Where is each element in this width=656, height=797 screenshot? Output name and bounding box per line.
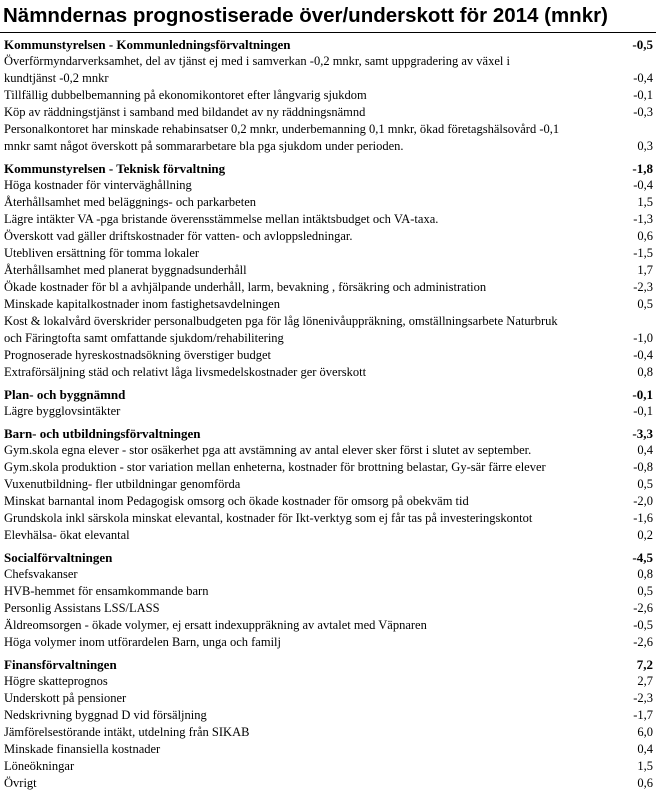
line-item-label: Gym.skola egna elever - stor osäkerhet pga att avstämning av antal elever sker först i slutet av september.: [4, 443, 532, 457]
line-item-value: -1,6: [633, 511, 653, 525]
section-total: -1,8: [632, 161, 653, 176]
line-item-value: -2,6: [633, 601, 653, 615]
line-item-label: Chefsvakanser: [4, 567, 78, 581]
line-item-label: Underskott på pensioner: [4, 691, 127, 705]
section: [0, 160, 656, 381]
line-item-label: Jämförelsestörande intäkt, utdelning från SIKAB: [4, 725, 250, 739]
line-item-value: 0,5: [637, 297, 653, 311]
line-item-label: Vuxenutbildning- fler utbildningar genomförda: [4, 477, 241, 491]
line-item-value: 1,5: [637, 759, 653, 773]
line-item-row: [0, 87, 656, 104]
section-name: Plan- och byggnämnd: [4, 387, 126, 402]
report-table: [0, 36, 656, 797]
section-total: -0,1: [632, 387, 653, 402]
line-item-row: [0, 600, 656, 617]
line-item-label: Överskott vad gäller driftskostnader för vatten- och avloppsledningar.: [4, 229, 353, 243]
page-title: Nämndernas prognostiserade över/underskott för 2014 (mnkr): [3, 4, 608, 27]
line-item-row: [0, 313, 656, 347]
line-item-value: -0,4: [633, 71, 653, 85]
line-item-row: [0, 527, 656, 544]
line-item-label: Återhållsamhet med beläggnings- och parkarbeten: [4, 195, 256, 209]
section-header-row: [0, 160, 656, 177]
line-item-value: -0,8: [633, 460, 653, 474]
line-item-value: 0,8: [637, 365, 653, 379]
line-item-label: Gym.skola produktion - stor variation mellan enheterna, kostnader för brottning belastar, Gy-sär färre elever: [4, 460, 546, 474]
line-item-label: Kost & lokalvård överskrider personalbudgeten pga för låg lönenivåuppräkning, omställningsarbete Naturbruk och Färingtofta samt omfattande sjukdom/rehabilitering: [4, 314, 558, 345]
line-item-label: Överförmyndarverksamhet, del av tjänst ej med i samverkan -0,2 mnkr, samt uppgradering av växel i kundtjänst -0,2 mnkr: [4, 54, 510, 85]
line-item-row: [0, 493, 656, 510]
line-item-value: 2,7: [637, 674, 653, 688]
line-item-value: -0,4: [633, 178, 653, 192]
section: [0, 386, 656, 420]
line-item-label: Prognoserade hyreskostnadsökning överstiger budget: [4, 348, 271, 362]
line-item-label: Extraförsäljning städ och relativt låga livsmedelskostnader ger överskott: [4, 365, 367, 379]
line-item-value: 6,0: [637, 725, 653, 739]
line-item-label: Elevhälsa- ökat elevantal: [4, 528, 130, 542]
line-item-row: [0, 403, 656, 420]
line-item-value: 0,6: [637, 229, 653, 243]
line-item-value: -1,5: [633, 246, 653, 260]
line-item-value: -0,1: [633, 404, 653, 418]
line-item-row: [0, 617, 656, 634]
line-item-value: -0,3: [633, 105, 653, 119]
section-header-row: [0, 36, 656, 53]
line-item-label: Minskade finansiella kostnader: [4, 742, 161, 756]
line-item-row: [0, 707, 656, 724]
line-item-row: [0, 53, 656, 87]
section-name: Barn- och utbildningsförvaltningen: [4, 426, 201, 441]
line-item-value: 1,7: [637, 263, 653, 277]
line-item-label: Utebliven ersättning för tomma lokaler: [4, 246, 200, 260]
section-header-row: [0, 656, 656, 673]
line-item-label: Ökade kostnader för bl a avhjälpande underhåll, larm, bevakning , försäkring och administration: [4, 280, 487, 294]
line-item-value: -0,1: [633, 88, 653, 102]
line-item-value: 1,5: [637, 195, 653, 209]
line-item-value: -1,3: [633, 212, 653, 226]
line-item-label: Återhållsamhet med planerat byggnadsunderhåll: [4, 263, 247, 277]
line-item-label: Minskat barnantal inom Pedagogisk omsorg och ökade kostnader för omsorg på obekväm tid: [4, 494, 469, 508]
title-divider: [0, 32, 656, 33]
section: [0, 425, 656, 544]
section: [0, 36, 656, 155]
line-item-label: Äldreomsorgen - ökade volymer, ej ersatt indexuppräkning av avtalet med Väpnaren: [4, 618, 427, 632]
line-item-row: [0, 177, 656, 194]
line-item-label: Minskade kapitalkostnader inom fastighetsavdelningen: [4, 297, 280, 311]
line-item-value: -2,3: [633, 280, 653, 294]
line-item-value: 0,2: [637, 528, 653, 542]
section-header-row: [0, 549, 656, 566]
line-item-row: [0, 262, 656, 279]
line-item-value: -1,7: [633, 708, 653, 722]
line-item-value: 0,6: [637, 776, 653, 790]
line-item-label: Löneökningar: [4, 759, 75, 773]
line-item-row: [0, 121, 656, 155]
line-item-label: Höga volymer inom utförardelen Barn, unga och familj: [4, 635, 282, 649]
section-total: -0,5: [632, 37, 653, 52]
section-header-row: [0, 425, 656, 442]
line-item-value: 0,5: [637, 477, 653, 491]
line-item-label: Nedskrivning byggnad D vid försäljning: [4, 708, 207, 722]
line-item-row: [0, 775, 656, 792]
line-item-row: [0, 673, 656, 690]
line-item-label: Höga kostnader för vinterväghållning: [4, 178, 192, 192]
line-item-row: [0, 741, 656, 758]
line-item-row: [0, 347, 656, 364]
line-item-row: [0, 566, 656, 583]
section-total: -4,5: [632, 550, 653, 565]
line-item-label: Tillfällig dubbelbemanning på ekonomikontoret efter långvarig sjukdom: [4, 88, 367, 102]
section-name: Socialförvaltningen: [4, 550, 113, 565]
section: [0, 549, 656, 651]
line-item-value: 0,5: [637, 584, 653, 598]
line-item-value: 0,4: [637, 742, 653, 756]
line-item-row: [0, 690, 656, 707]
line-item-label: Övrigt: [4, 776, 37, 790]
line-item-row: [0, 442, 656, 459]
line-item-row: [0, 476, 656, 493]
section-header-row: [0, 386, 656, 403]
line-item-row: [0, 583, 656, 600]
line-item-row: [0, 211, 656, 228]
line-item-label: Personalkontoret har minskade rehabinsatser 0,2 mnkr, underbemanning 0,1 mnkr, ökad företagshälsovård -0,1 mnkr samt något överskott på sommararbetare bla pga sjukdom under perioden.: [4, 122, 560, 153]
line-item-row: [0, 104, 656, 121]
section-total: -3,3: [632, 426, 653, 441]
line-item-value: -2,0: [633, 494, 653, 508]
line-item-value: -1,0: [633, 331, 653, 345]
line-item-row: [0, 245, 656, 262]
section: [0, 656, 656, 792]
line-item-row: [0, 194, 656, 211]
line-item-label: Köp av räddningstjänst i samband med bildandet av ny räddningsnämnd: [4, 105, 366, 119]
line-item-row: [0, 510, 656, 527]
line-item-value: 0,8: [637, 567, 653, 581]
line-item-label: Högre skatteprognos: [4, 674, 108, 688]
line-item-row: [0, 279, 656, 296]
line-item-row: [0, 634, 656, 651]
line-item-value: 0,3: [637, 139, 653, 153]
section-name: Finansförvaltningen: [4, 657, 117, 672]
line-item-row: [0, 364, 656, 381]
line-item-value: -2,3: [633, 691, 653, 705]
section-name: Kommunstyrelsen - Teknisk förvaltning: [4, 161, 226, 176]
line-item-row: [0, 228, 656, 245]
section-total: 7,2: [636, 657, 653, 672]
line-item-row: [0, 758, 656, 775]
line-item-row: [0, 296, 656, 313]
line-item-row: [0, 459, 656, 476]
section-name: Kommunstyrelsen - Kommunledningsförvaltningen: [4, 37, 291, 52]
line-item-row: [0, 724, 656, 741]
line-item-value: -0,4: [633, 348, 653, 362]
line-item-value: -0,5: [633, 618, 653, 632]
line-item-label: Grundskola inkl särskola minskat elevantal, kostnader för Ikt-verktyg som ej får tas på investeringskontot: [4, 511, 533, 525]
line-item-value: -2,6: [633, 635, 653, 649]
line-item-value: 0,4: [637, 443, 653, 457]
line-item-label: Personlig Assistans LSS/LASS: [4, 601, 160, 615]
line-item-label: HVB-hemmet för ensamkommande barn: [4, 584, 209, 598]
line-item-label: Lägre bygglovsintäkter: [4, 404, 121, 418]
line-item-label: Lägre intäkter VA -pga bristande överensstämmelse mellan intäktsbudget och VA-taxa.: [4, 212, 439, 226]
